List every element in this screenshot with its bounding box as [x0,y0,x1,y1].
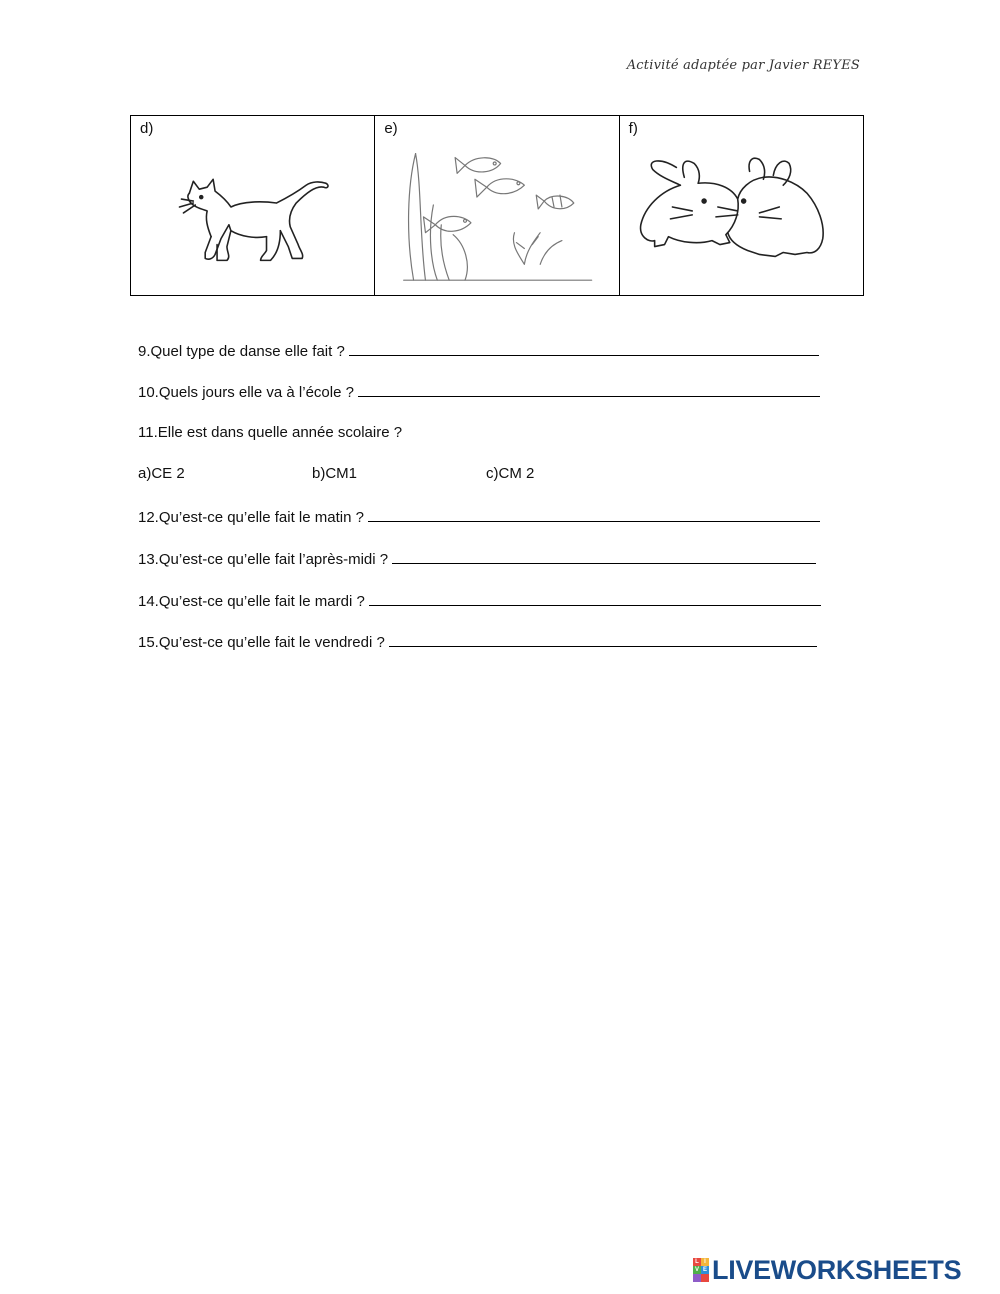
question-12-text: 12.Qu’est-ce qu’elle fait le matin ? [138,509,364,526]
question-14 [138,591,821,610]
answer-line-13[interactable] [392,549,816,564]
question-15-text: 15.Qu’est-ce qu’elle fait le vendredi ? [138,634,385,651]
answer-line-9[interactable] [349,341,819,356]
image-label-d: d) [140,120,154,137]
question-11-text: 11.Elle est dans quelle année scolaire ? [138,424,403,441]
fish-aquarium-drawing-icon [375,116,618,295]
image-label-e: e) [384,120,398,137]
choice-c[interactable]: c)CM 2 [486,465,535,482]
answer-line-10[interactable] [358,382,820,397]
question-10 [138,382,820,401]
liveworksheets-logo-mark-icon [693,1258,709,1282]
question-13-text: 13.Qu’est-ce qu’elle fait l’après-midi ? [138,551,389,568]
answer-line-15[interactable] [389,632,817,647]
answer-line-12[interactable] [368,507,820,522]
question-9 [138,341,819,360]
choice-a[interactable]: a)CE 2 [138,465,185,482]
question-13 [138,549,816,568]
question-15 [138,632,817,651]
cat-drawing-icon [131,116,374,295]
logo-mark-letter-e: E [702,1267,707,1273]
image-label-f: f) [628,120,638,137]
question-14-text: 14.Qu’est-ce qu’elle fait le mardi ? [138,593,365,610]
image-table [130,115,864,296]
choice-b[interactable]: b)CM1 [312,465,358,482]
question-9-text: 9.Quel type de danse elle fait ? [138,343,345,360]
logo-mark-letter-l: L [693,1258,701,1266]
image-cell-e [375,116,619,296]
image-cell-d [131,116,375,296]
liveworksheets-logo[interactable] [693,1255,961,1285]
question-10-text: 10.Quels jours elle va à l’école ? [138,384,354,401]
header-credit: Activité adaptée par Javier REYES [626,58,860,73]
logo-mark-letter-i: I [701,1258,709,1266]
answer-line-14[interactable] [369,591,821,606]
logo-mark-letter-v: V [694,1267,699,1273]
question-11 [138,424,402,441]
liveworksheets-logo-text: LIVEWORKSHEETS [712,1254,962,1285]
image-cell-f [619,116,863,296]
question-12 [138,507,820,526]
rabbits-drawing-icon [620,116,863,295]
